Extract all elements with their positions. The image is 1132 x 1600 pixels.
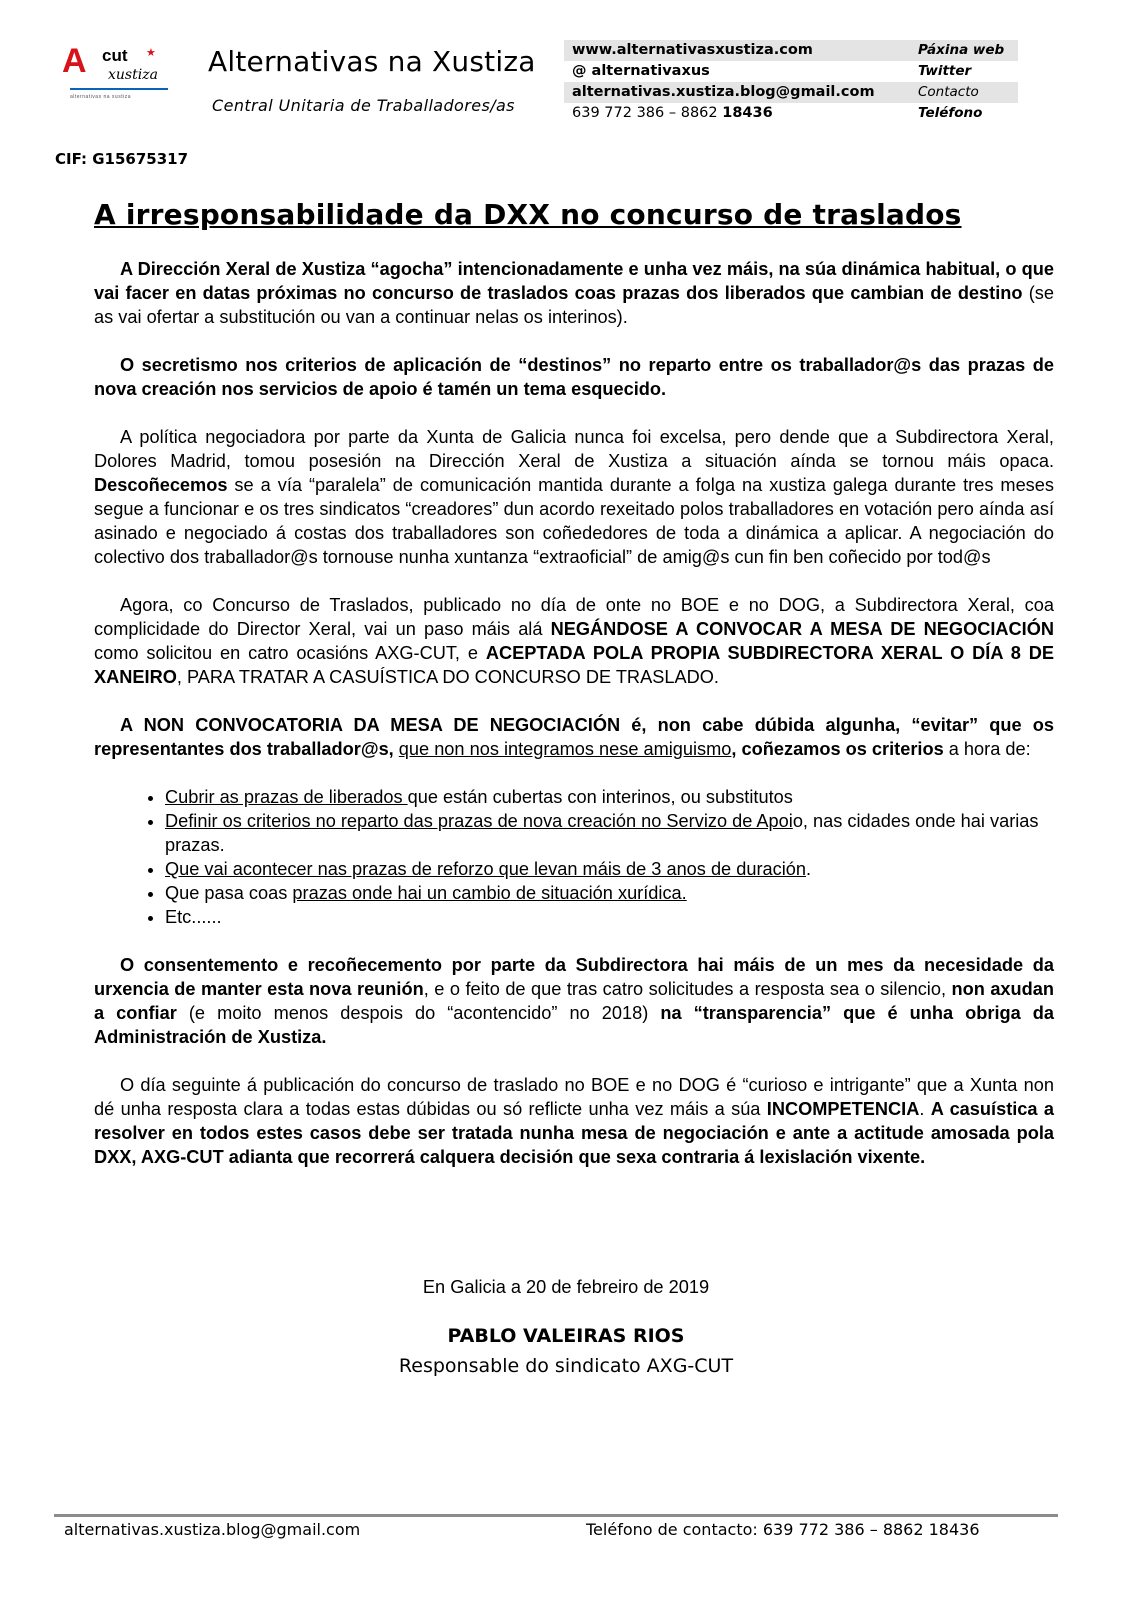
twitter-handle[interactable]: @ alternativaxus — [572, 63, 710, 80]
paragraph: O consentemento e recoñecemento por parte da Subdirectora hai máis de un mes da necesidade da urxencia de manter esta nova reunión, e o feito de que tras catro solicitudes a resposta sea o silencio, non axudan a confiar (e moito menos despois do “acontencido” no 2018) na “transparencia” que é unha obriga da Administración de Xustiza. — [94, 955, 1054, 1047]
contact-label: Páxina web — [918, 41, 1005, 58]
paragraph: A política negociadora por parte da Xunta de Galicia nunca foi excelsa, pero dende que a Subdirectora Xeral, Dolores Madrid, tomou posesión na Dirección Xeral de Xustiza a situación aínda se tornou máis opaca. Descoñecemos se a vía “paralela” de comunicación mantida durante a folga na xustiza galega durante tres meses segue a funcionar e os tres sindicatos “creadores” dun acordo rexeitado polos traballadores en votación pero aínda así asinado e negociado á costas dos traballadores son coñededores de toda a dinámica a aplicar. A negociación do colectivo dos traballador@s tornouse nunha xuntanza “extraoficial” de amig@s cun fin ben coñecido por tod@s — [94, 427, 1054, 567]
organization-name: Alternativas na Xustiza — [208, 45, 536, 78]
page-title: A irresponsabilidade da DXX no concurso de traslados — [94, 198, 962, 231]
phone-number: 639 772 386 – 8862 18436 — [572, 105, 773, 122]
paragraph: A Dirección Xeral de Xustiza “agocha” intencionadamente e unha vez máis, na súa dinámica habitual, o que vai facer en datas próximas no concurso de traslados coas prazas dos liberados que cambian de destino (se as vai ofertar a substitución ou van a continuar nelas os interinos). — [94, 259, 1054, 327]
footer-phone: Teléfono de contacto: 639 772 386 – 8862 18436 — [586, 1520, 980, 1539]
document-body — [94, 257, 1054, 1193]
contact-label: Twitter — [918, 62, 972, 79]
paragraph: Agora, co Concurso de Traslados, publicado no día de onte no BOE e no DOG, a Subdirectora Xeral, coa complicidade do Director Xeral, vai un paso máis alá NEGÁNDOSE A CONVOCAR A MESA DE NEGOCIACIÓN como solicitou en catro ocasións AXG-CUT, e ACEPTADA POLA PROPIA SUBDIRECTORA XERAL O DÍA 8 DE XANEIRO, PARA TRATAR A CASUÍSTICA DO CONCURSO DE TRASLADO. — [94, 595, 1055, 687]
footer-divider — [54, 1514, 1058, 1517]
contact-label: Contacto — [918, 83, 979, 100]
contact-row-web — [564, 40, 1018, 61]
organization-subtitle: Central Unitaria de Traballadores/as — [212, 96, 515, 115]
list-item: • Que pasa coas prazas onde hai un cambio de situación xurídica. — [165, 881, 1054, 905]
logo — [62, 44, 172, 106]
footer-email[interactable]: alternativas.xustiza.blog@gmail.com — [64, 1520, 361, 1539]
signature-date: En Galicia a 20 de febreiro de 2019 — [422, 1277, 710, 1297]
criteria-list — [94, 785, 1054, 929]
logo-subword: xustiza — [108, 67, 158, 83]
paragraph: O día seguinte á publicación do concurso de traslado no BOE e no DOG é “curioso e intrigante” que a Xunta non dé unha resposta clara a todas estas dúbidas ou só reflicte unha vez máis a súa INCOMPETENCIA. A casuística a resolver en todos estes casos debe ser tratada nunha mesa de negociación e ante a actitude amosada pola DXX, AXG-CUT adianta que recorrerá calquera decisión que sexa contraria á lexislación vixente. — [94, 1075, 1054, 1167]
logo-letter: A — [62, 42, 87, 80]
contact-table — [564, 40, 1018, 124]
logo-underline — [70, 88, 168, 90]
contact-label: Teléfono — [918, 104, 983, 121]
contact-row-phone — [564, 103, 1018, 124]
signer-name: PABLO VALEIRAS RIOS — [447, 1325, 685, 1347]
website-link[interactable]: www.alternativasxustiza.com — [572, 42, 813, 59]
paragraph: A NON CONVOCATORIA DA MESA DE NEGOCIACIÓN é, non cabe dúbida algunha, “evitar” que os representantes dos traballador@s, que non nos integramos nese amiguismo, coñezamos os criterios a hora de: — [94, 715, 1054, 759]
contact-row-email — [564, 82, 1018, 103]
contact-row-twitter — [564, 61, 1018, 82]
logo-word: cut — [102, 46, 128, 65]
paragraph: O secretismo nos criterios de aplicación de “destinos” no reparto entre os traballador@s das prazas de nova creación nos servicios de apoio é tamén un tema esquecido. — [94, 355, 1054, 399]
list-item: • Etc...... — [165, 905, 1054, 929]
cif-number: CIF: G15675317 — [55, 150, 189, 168]
logo-tagline: alternativas na xustiza — [70, 94, 131, 100]
star-icon: ★ — [146, 47, 156, 59]
signer-role: Responsable do sindicato AXG-CUT — [398, 1355, 734, 1377]
list-item: • Cubrir as prazas de liberados que están cubertas con interinos, ou substitutos — [165, 785, 1054, 809]
list-item: • Que vai acontecer nas prazas de reforzo que levan máis de 3 anos de duración. — [165, 857, 1054, 881]
list-item: • Definir os criterios no reparto das prazas de nova creación no Servizo de Apoio, nas cidades onde hai varias prazas. — [165, 809, 1054, 857]
email-link[interactable]: alternativas.xustiza.blog@gmail.com — [572, 84, 875, 101]
